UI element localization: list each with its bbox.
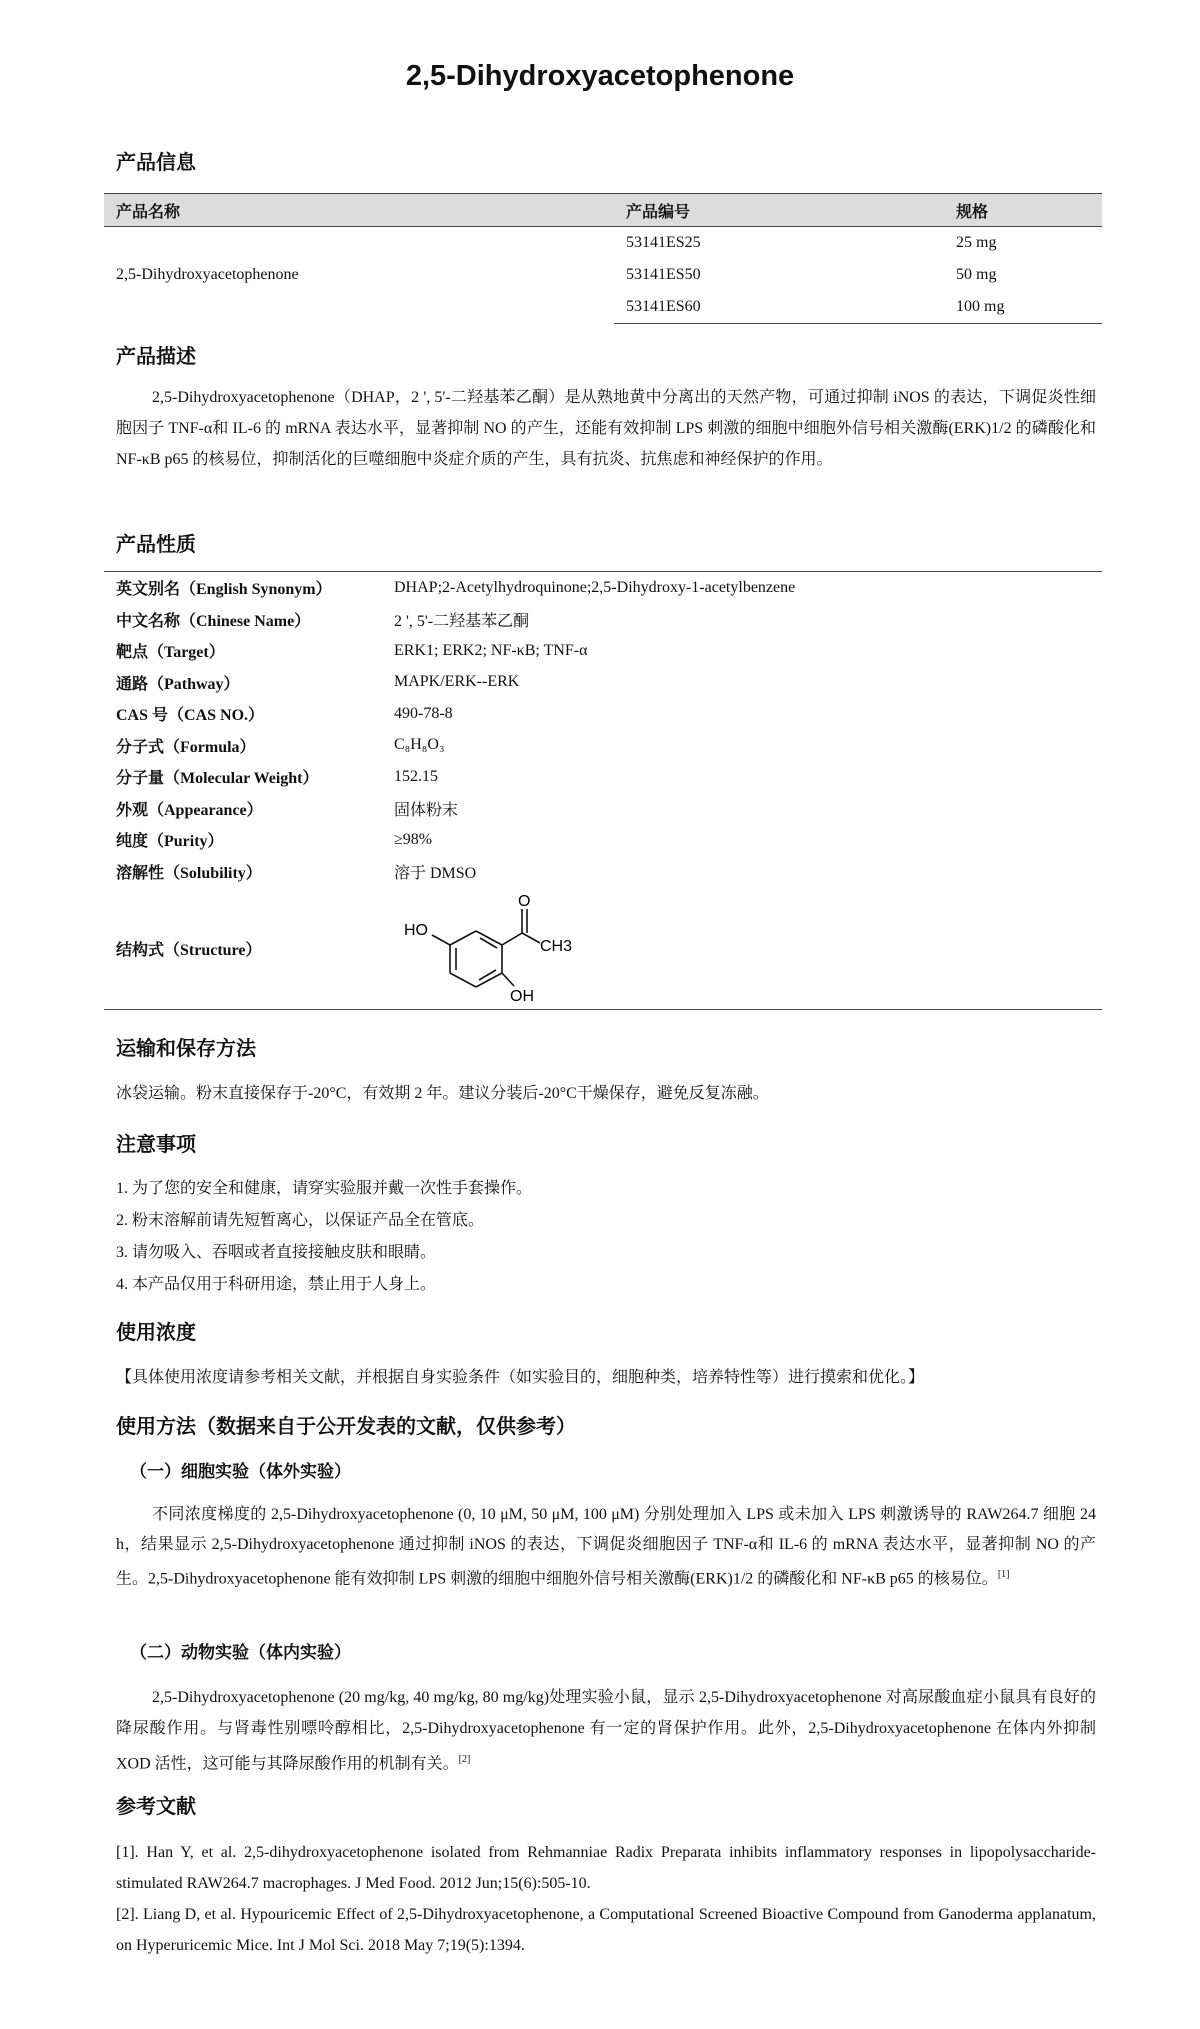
oh-label: OH (510, 988, 534, 1003)
structure-cell (382, 887, 1102, 1010)
subheading-animal-experiment: （二）动物实验（体内实验） (130, 1643, 351, 1662)
table-row (104, 604, 1102, 636)
o-label: O (518, 893, 531, 910)
concentration-text: 【具体使用浓度请参考相关文献，并根据自身实验条件（如实验目的，细胞种类，培养特性等）进行摸索和优化。】 (116, 1369, 925, 1386)
section-heading-properties: 产品性质 (116, 534, 196, 556)
citation-marker: [1] (997, 1569, 1010, 1580)
product-name-cell: 2,5-Dihydroxyacetophenone (116, 266, 299, 284)
property-value: 490-78-8 (394, 704, 453, 722)
property-value: 2 ', 5'-二羟基苯乙酮 (394, 612, 530, 630)
column-header: 产品编号 (614, 194, 944, 227)
table-row (104, 856, 1102, 888)
table-header-row (104, 194, 1102, 227)
product-code-cell: 53141ES50 (626, 266, 701, 283)
property-key: CAS 号（CAS NO.） (116, 707, 265, 725)
animal-experiment-text (116, 1682, 1096, 1779)
product-spec-cell: 100 mg (944, 291, 1102, 324)
note-item: 1. 为了您的安全和健康，请穿实验服并戴一次性手套操作。 (116, 1180, 533, 1197)
table-row (104, 761, 1102, 793)
table-row (104, 635, 1102, 667)
animal-experiment-body: 2,5-Dihydroxyacetophenone (20 mg/kg, 40 mg/kg, 80 mg/kg)处理实验小鼠，显示 2,5-Dihydroxyacetophenone 对高尿酸血症小鼠具有良好的降尿酸作用。与肾毒性别嘌呤醇相比，2,5-Dihydroxyacetophenone 有一定的肾保护作用。此外，2,5-Dihydroxyacetophenone 在体内外抑制 XOD 活性，这可能与其降尿酸作用的机制有关。 (116, 1689, 1096, 1773)
property-value: DHAP;2-Acetylhydroquinone;2,5-Dihydroxy-1-acetylbenzene (394, 578, 796, 596)
table-row (104, 730, 1102, 762)
section-heading-concentration: 使用浓度 (116, 1322, 196, 1344)
property-value: 152.15 (394, 767, 438, 785)
column-header: 规格 (944, 194, 1102, 227)
property-key: 外观（Appearance） (116, 801, 263, 819)
table-row (104, 572, 1102, 604)
section-heading-description: 产品描述 (116, 346, 196, 368)
subheading-cell-experiment: （一）细胞实验（体外实验） (130, 1462, 351, 1481)
property-value: ≥98% (394, 830, 433, 848)
cell-experiment-body: 不同浓度梯度的 2,5-Dihydroxyacetophenone (0, 10 μM, 50 μM, 100 μM) 分别处理加入 LPS 或未加入 LPS 刺激诱导的 RAW264.7 细胞 24 h，结果显示 2,5-Dihydroxyacetophenone 通过抑制 iNOS 的表达，下调促炎细胞因子 TNF-α和 IL-6 的 mRNA 表达水平，显著抑制 NO 的产生。2,5-Dihydroxyacetophenone 能有效抑制 LPS 刺激的细胞中细胞外信号相关激酶(ERK)1/2 的磷酸化和 NF-κB p65 的核易位。 (116, 1506, 1096, 1588)
product-spec-cell: 25 mg (956, 234, 997, 251)
table-row (104, 667, 1102, 699)
property-key: 中文名称（Chinese Name） (116, 612, 311, 630)
property-key: 靶点（Target） (116, 644, 225, 662)
property-value: ERK1; ERK2; NF-κB; TNF-α (394, 641, 588, 659)
property-value: C₈H₈O₃ (394, 736, 445, 754)
property-key: 纯度（Purity） (116, 833, 224, 851)
properties-table (104, 571, 1102, 1010)
property-key: 英文别名（English Synonym） (116, 581, 332, 599)
property-value: 固体粉末 (394, 801, 459, 819)
table-row (104, 793, 1102, 825)
product-code-cell: 53141ES60 (614, 291, 944, 324)
product-spec-cell: 50 mg (956, 266, 997, 283)
product-info-table (104, 193, 1102, 324)
table-row (104, 698, 1102, 730)
table-row (104, 887, 1102, 1010)
property-key: 通路（Pathway） (116, 675, 240, 693)
property-value: MAPK/ERK--ERK (394, 673, 520, 691)
reference-item: [2]. Liang D, et al. Hypouricemic Effect of 2,5-Dihydroxyacetophenone, a Computational Screened Bioactive Compound from Ganoderma applanatum, on Hyperuricemic Mice. Int J Mol Sci. 2018 May 7;19(5):1394. (116, 1906, 1096, 1954)
cell-experiment-text (116, 1500, 1096, 1594)
ch3-label: CH3 (540, 938, 573, 955)
column-header: 产品名称 (104, 194, 614, 227)
table-row (104, 824, 1102, 856)
section-heading-notes: 注意事项 (116, 1134, 196, 1156)
property-key: 溶解性（Solubility） (116, 864, 262, 882)
section-heading-storage: 运输和保存方法 (116, 1038, 256, 1060)
table-row (104, 227, 1102, 260)
storage-text: 冰袋运输。粉末直接保存于-20°C，有效期 2 年。建议分装后-20°C干燥保存，避免反复冻融。 (116, 1085, 769, 1102)
section-heading-references: 参考文献 (116, 1796, 196, 1818)
property-key: 结构式（Structure） (116, 941, 262, 959)
page-title: 2,5-Dihydroxyacetophenone (405, 60, 795, 92)
section-heading-product-info: 产品信息 (116, 152, 196, 174)
section-heading-methods: 使用方法（数据来自于公开发表的文献，仅供参考） (116, 1416, 576, 1438)
ho-label: HO (404, 922, 428, 939)
product-code-cell: 53141ES25 (626, 234, 701, 251)
property-key: 分子式（Formula） (116, 738, 256, 756)
note-item: 2. 粉末溶解前请先短暂离心，以保证产品全在管底。 (116, 1212, 485, 1229)
structure-diagram (394, 893, 594, 1003)
reference-item: [1]. Han Y, et al. 2,5-dihydroxyacetophenone isolated from Rehmanniae Radix Preparata inhibits inflammatory responses in lipopolysaccharide-stimulated RAW264.7 macrophages. J Med Food. 2012 Jun;15(6):505-10. (116, 1844, 1096, 1892)
note-item: 3. 请勿吸入、吞咽或者直接接触皮肤和眼睛。 (116, 1244, 437, 1261)
description-text: 2,5-Dihydroxyacetophenone（DHAP，2 ', 5'-二羟基苯乙酮）是从熟地黄中分离出的天然产物，可通过抑制 iNOS 的表达，下调促炎性细胞因子 TNF-α和 IL-6 的 mRNA 表达水平，显著抑制 NO 的产生，还能有效抑制 LPS 刺激的细胞中细胞外信号相关激酶(ERK)1/2 的磷酸化和 NF-κB p65 的核易位，抑制活化的巨噬细胞中炎症介质的产生，具有抗炎、抗焦虑和神经保护的作用。 (116, 389, 1096, 468)
property-value: 溶于 DMSO (394, 864, 477, 882)
property-key: 分子量（Molecular Weight） (116, 770, 319, 788)
citation-marker: [2] (458, 1754, 471, 1765)
note-item: 4. 本产品仅用于科研用途，禁止用于人身上。 (116, 1276, 437, 1293)
